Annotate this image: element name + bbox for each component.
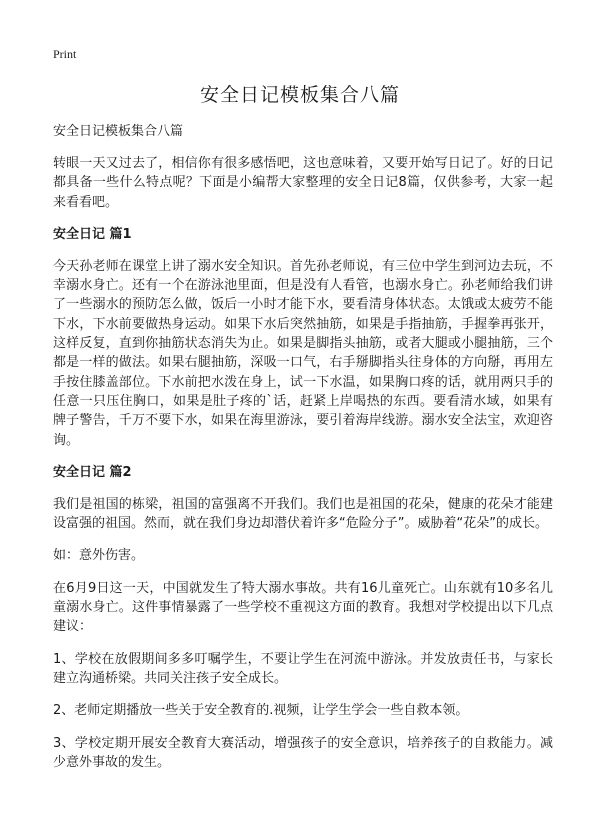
section-2-paragraph: 在6月9日这一天，中国就发生了特大溺水事故。共有16儿童死亡。山东就有10多名儿童溺水身亡。这件事情暴露了一些学校不重视这方面的教育。我想对学校提出以下几点建议： (53, 580, 553, 635)
document-body (53, 122, 553, 785)
suggestion-item: 3、学校定期开展安全教育大赛活动，增强孩子的安全意识，培养孩子的自救能力。减少意外事故的发生。 (53, 735, 553, 770)
section-heading-1: 安全日记 篇1 (53, 226, 132, 242)
section-1-paragraph: 今天孙老师在课堂上讲了溺水安全知识。首先孙老师说，有三位中学生到河边去玩，不幸溺水身亡。还有一个在游泳池里面，但是没有人看管，也溺水身亡。孙老师给我们讲了一些溺水的预防怎么做，饭后一小时才能下水，要看清身体状态。太饿或太疲劳不能下水，下水前要做热身运动。如果下水后突然抽筋，如果是手指抽筋，手握拳再张开，这样反复，直到你抽筋状态消失为止。如果是脚指头抽筋，或者大腿或小腿抽筋，三个都是一样的做法。如果右腿抽筋，深吸一口气，右手掰脚指头往身体的方向掰，再用左手按住膝盖部位。下水前把水泼在身上，试一下水温，如果胸口疼的话，就用两只手的任意一只压住胸口，如果是肚子疼的`话，赶紧上岸喝热的东西。要看清水域，如果有牌子警告，千万不要下水，如果在海里游泳，要引着海岸线游。溺水安全法宝，欢迎咨询。 (53, 258, 553, 448)
section-2-paragraph: 我们是祖国的栋梁，祖国的富强离不开我们。我们也是祖国的花朵，健康的花朵才能建设富强的祖国。然而，就在我们身边却潜伏着许多“危险分子”。威胁着“花朵”的成长。 (53, 496, 553, 532)
section-2-paragraph: 如：意外伤害。 (53, 548, 145, 564)
document-subtitle: 安全日记模板集合八篇 (53, 124, 184, 139)
print-link[interactable]: Print (53, 47, 77, 61)
page-title: 安全日记模板集合八篇 (199, 84, 400, 106)
suggestion-item: 2、老师定期播放一些关于安全教育的.视频，让学生学会一些自救本领。 (53, 703, 469, 719)
intro-paragraph: 转眼一天又过去了，相信你有很多感悟吧，这也意味着，又要开始写日记了。好的日记都具备一些什么特点呢？下面是小编帮大家整理的安全日记8篇，仅供参考，大家一起来看看吧。 (53, 156, 553, 210)
section-heading-2: 安全日记 篇2 (53, 464, 132, 480)
suggestion-item: 1、学校在放假期间多多叮嘱学生，不要让学生在河流中游泳。并发放责任书，与家长建立沟通桥梁。共同关注孩子安全成长。 (53, 651, 553, 686)
